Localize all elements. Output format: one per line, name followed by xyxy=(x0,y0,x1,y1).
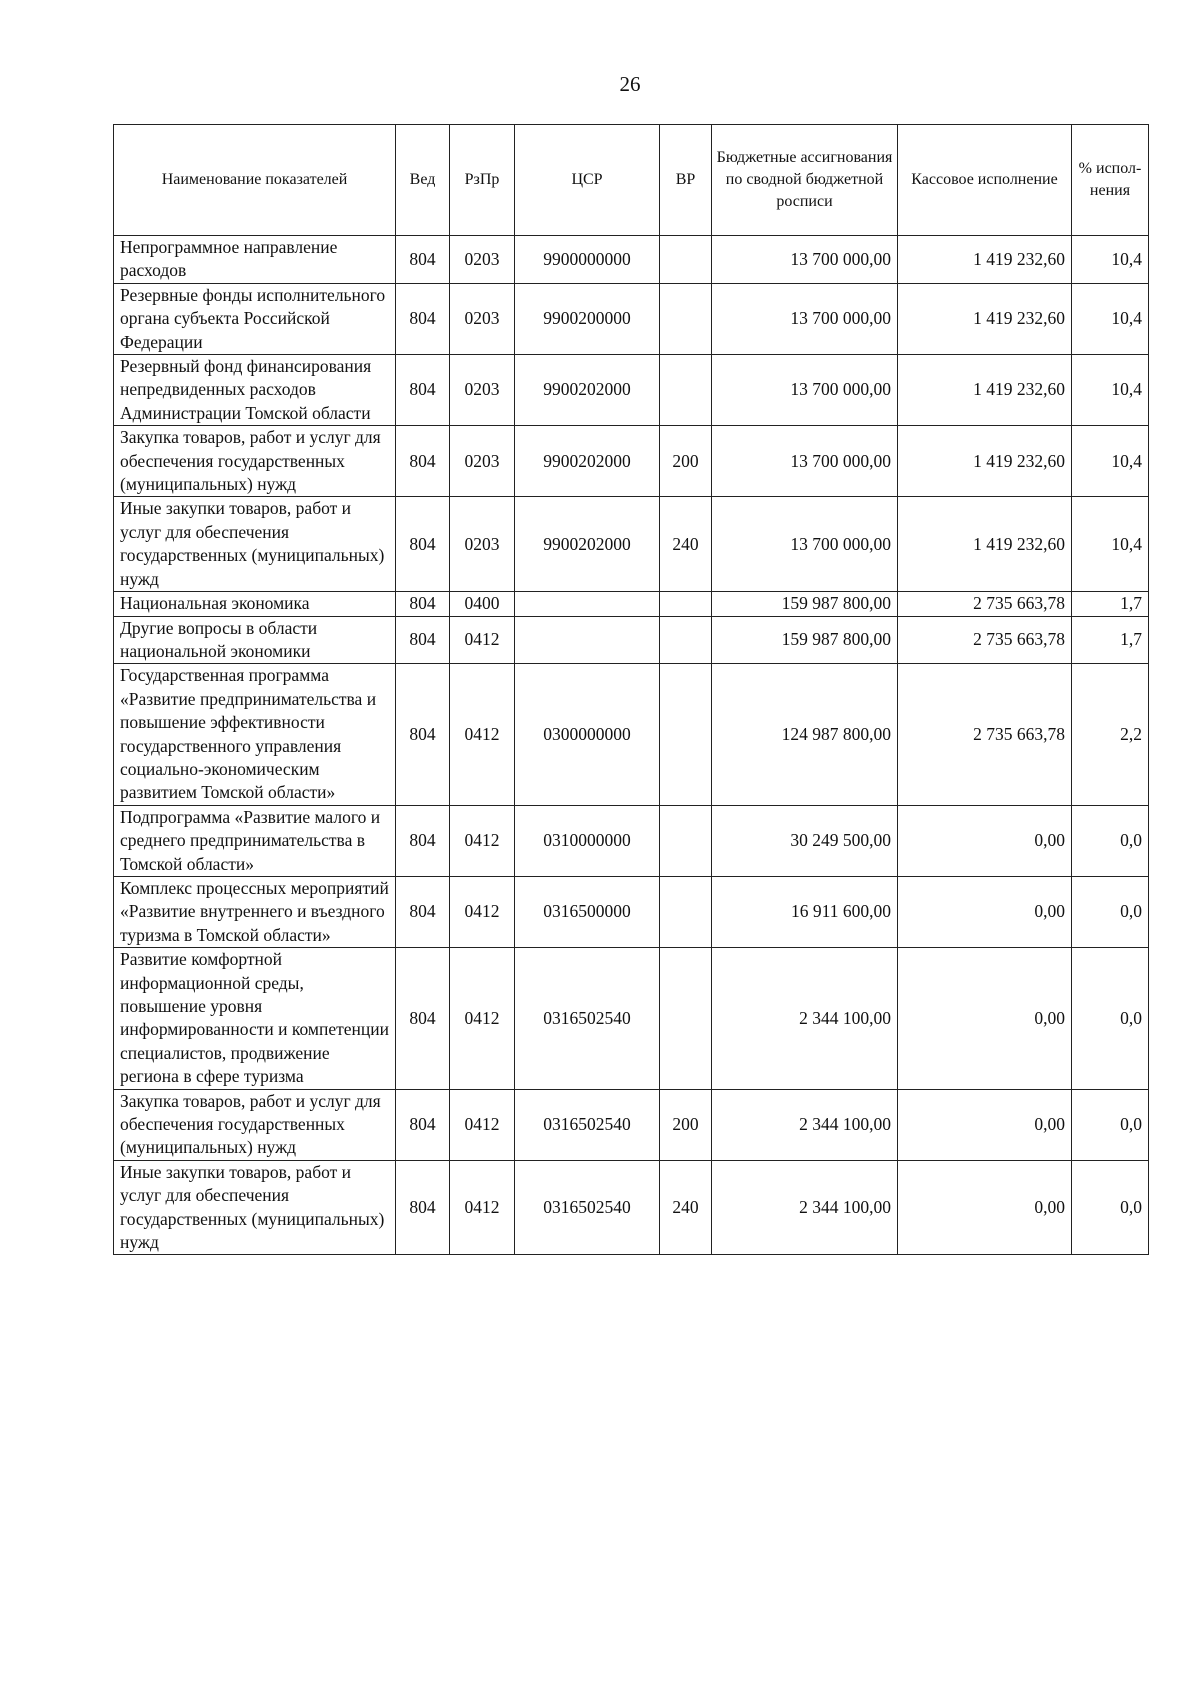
cell-rzpr: 0203 xyxy=(450,236,515,284)
cell-name: Подпрограмма «Развитие малого и среднего предпринимательства в Томской области» xyxy=(114,805,396,876)
cell-name: Резервный фонд финансирования непредвиденных расходов Администрации Томской области xyxy=(114,355,396,426)
cell-fact: 1 419 232,60 xyxy=(898,236,1072,284)
cell-pct: 0,0 xyxy=(1072,1160,1149,1255)
cell-rzpr: 0412 xyxy=(450,1160,515,1255)
cell-name: Другие вопросы в области национальной экономики xyxy=(114,616,396,664)
cell-ved: 804 xyxy=(396,664,450,805)
cell-name: Государственная программа «Развитие предпринимательства и повышение эффективности государственного управления социально-экономическим развитием Томской области» xyxy=(114,664,396,805)
cell-rzpr: 0400 xyxy=(450,592,515,616)
cell-vr xyxy=(660,592,712,616)
cell-csr: 9900202000 xyxy=(515,497,660,592)
cell-ved: 804 xyxy=(396,283,450,354)
cell-vr xyxy=(660,236,712,284)
cell-rzpr: 0412 xyxy=(450,616,515,664)
cell-ved: 804 xyxy=(396,876,450,947)
cell-csr xyxy=(515,616,660,664)
cell-name: Непрограммное направление расходов xyxy=(114,236,396,284)
cell-vr: 240 xyxy=(660,497,712,592)
cell-fact: 1 419 232,60 xyxy=(898,283,1072,354)
cell-fact: 2 735 663,78 xyxy=(898,616,1072,664)
cell-plan: 2 344 100,00 xyxy=(712,1160,898,1255)
cell-ved: 804 xyxy=(396,426,450,497)
cell-pct: 0,0 xyxy=(1072,805,1149,876)
cell-pct: 10,4 xyxy=(1072,355,1149,426)
cell-ved: 804 xyxy=(396,592,450,616)
cell-plan: 13 700 000,00 xyxy=(712,283,898,354)
header-name: Наименование показателей xyxy=(114,125,396,236)
cell-plan: 13 700 000,00 xyxy=(712,497,898,592)
cell-pct: 1,7 xyxy=(1072,592,1149,616)
cell-ved: 804 xyxy=(396,497,450,592)
table-row xyxy=(114,664,1149,805)
cell-vr xyxy=(660,283,712,354)
cell-rzpr: 0203 xyxy=(450,497,515,592)
cell-rzpr: 0203 xyxy=(450,355,515,426)
table-header xyxy=(114,125,1149,236)
table-row xyxy=(114,236,1149,284)
header-rzpr: РзПр xyxy=(450,125,515,236)
cell-rzpr: 0203 xyxy=(450,283,515,354)
table-row xyxy=(114,805,1149,876)
cell-plan: 30 249 500,00 xyxy=(712,805,898,876)
cell-plan: 159 987 800,00 xyxy=(712,592,898,616)
cell-vr xyxy=(660,616,712,664)
cell-ved: 804 xyxy=(396,1160,450,1255)
cell-csr: 9900000000 xyxy=(515,236,660,284)
cell-csr: 0316502540 xyxy=(515,1089,660,1160)
cell-plan: 159 987 800,00 xyxy=(712,616,898,664)
cell-name: Комплекс процессных мероприятий «Развитие внутреннего и въездного туризма в Томской области» xyxy=(114,876,396,947)
cell-fact: 2 735 663,78 xyxy=(898,664,1072,805)
cell-name: Развитие комфортной информационной среды, повышение уровня информированности и компетенции специалистов, продвижение региона в сфере туризма xyxy=(114,948,396,1089)
cell-name: Иные закупки товаров, работ и услуг для обеспечения государственных (муниципальных) нужд xyxy=(114,497,396,592)
cell-plan: 2 344 100,00 xyxy=(712,948,898,1089)
cell-vr xyxy=(660,876,712,947)
table-row xyxy=(114,426,1149,497)
cell-csr: 0316500000 xyxy=(515,876,660,947)
cell-pct: 0,0 xyxy=(1072,1089,1149,1160)
header-pct: % испол-нения xyxy=(1072,125,1149,236)
cell-name: Закупка товаров, работ и услуг для обеспечения государственных (муниципальных) нужд xyxy=(114,426,396,497)
cell-csr: 0300000000 xyxy=(515,664,660,805)
cell-csr: 0310000000 xyxy=(515,805,660,876)
table-row xyxy=(114,283,1149,354)
table-row xyxy=(114,948,1149,1089)
cell-vr xyxy=(660,664,712,805)
header-csr: ЦСР xyxy=(515,125,660,236)
cell-vr: 240 xyxy=(660,1160,712,1255)
cell-rzpr: 0412 xyxy=(450,805,515,876)
cell-name: Резервные фонды исполнительного органа субъекта Российской Федерации xyxy=(114,283,396,354)
cell-plan: 13 700 000,00 xyxy=(712,236,898,284)
cell-pct: 10,4 xyxy=(1072,497,1149,592)
cell-rzpr: 0412 xyxy=(450,948,515,1089)
header-plan: Бюджетные ассигнования по сводной бюджетной росписи xyxy=(712,125,898,236)
cell-ved: 804 xyxy=(396,236,450,284)
cell-name: Иные закупки товаров, работ и услуг для обеспечения государственных (муниципальных) нужд xyxy=(114,1160,396,1255)
cell-csr: 9900202000 xyxy=(515,355,660,426)
cell-vr: 200 xyxy=(660,426,712,497)
table-row xyxy=(114,616,1149,664)
cell-name: Национальная экономика xyxy=(114,592,396,616)
cell-vr xyxy=(660,355,712,426)
header-ved: Вед xyxy=(396,125,450,236)
budget-execution-table xyxy=(113,124,1149,1255)
cell-fact: 0,00 xyxy=(898,948,1072,1089)
cell-ved: 804 xyxy=(396,355,450,426)
cell-vr xyxy=(660,805,712,876)
cell-pct: 0,0 xyxy=(1072,876,1149,947)
cell-rzpr: 0412 xyxy=(450,876,515,947)
cell-fact: 1 419 232,60 xyxy=(898,426,1072,497)
cell-ved: 804 xyxy=(396,948,450,1089)
cell-pct: 1,7 xyxy=(1072,616,1149,664)
cell-fact: 2 735 663,78 xyxy=(898,592,1072,616)
table-row xyxy=(114,497,1149,592)
table-row xyxy=(114,1089,1149,1160)
cell-rzpr: 0412 xyxy=(450,664,515,805)
header-vr: ВР xyxy=(660,125,712,236)
cell-plan: 16 911 600,00 xyxy=(712,876,898,947)
cell-fact: 0,00 xyxy=(898,876,1072,947)
cell-vr: 200 xyxy=(660,1089,712,1160)
header-fact: Кассовое исполнение xyxy=(898,125,1072,236)
cell-fact: 0,00 xyxy=(898,1160,1072,1255)
cell-pct: 10,4 xyxy=(1072,426,1149,497)
cell-plan: 124 987 800,00 xyxy=(712,664,898,805)
cell-ved: 804 xyxy=(396,1089,450,1160)
cell-fact: 0,00 xyxy=(898,1089,1072,1160)
cell-rzpr: 0203 xyxy=(450,426,515,497)
cell-rzpr: 0412 xyxy=(450,1089,515,1160)
table-row xyxy=(114,355,1149,426)
cell-ved: 804 xyxy=(396,805,450,876)
header-row xyxy=(114,125,1149,236)
cell-pct: 2,2 xyxy=(1072,664,1149,805)
table-row xyxy=(114,876,1149,947)
cell-csr: 9900202000 xyxy=(515,426,660,497)
table-body xyxy=(114,236,1149,1255)
page-number: 26 xyxy=(619,72,641,96)
cell-vr xyxy=(660,948,712,1089)
cell-pct: 0,0 xyxy=(1072,948,1149,1089)
cell-csr xyxy=(515,592,660,616)
table-row xyxy=(114,1160,1149,1255)
cell-pct: 10,4 xyxy=(1072,236,1149,284)
cell-plan: 13 700 000,00 xyxy=(712,426,898,497)
cell-csr: 9900200000 xyxy=(515,283,660,354)
cell-fact: 1 419 232,60 xyxy=(898,355,1072,426)
cell-plan: 2 344 100,00 xyxy=(712,1089,898,1160)
table-row xyxy=(114,592,1149,616)
cell-csr: 0316502540 xyxy=(515,1160,660,1255)
cell-pct: 10,4 xyxy=(1072,283,1149,354)
cell-csr: 0316502540 xyxy=(515,948,660,1089)
cell-ved: 804 xyxy=(396,616,450,664)
cell-plan: 13 700 000,00 xyxy=(712,355,898,426)
cell-fact: 0,00 xyxy=(898,805,1072,876)
cell-fact: 1 419 232,60 xyxy=(898,497,1072,592)
cell-name: Закупка товаров, работ и услуг для обеспечения государственных (муниципальных) нужд xyxy=(114,1089,396,1160)
